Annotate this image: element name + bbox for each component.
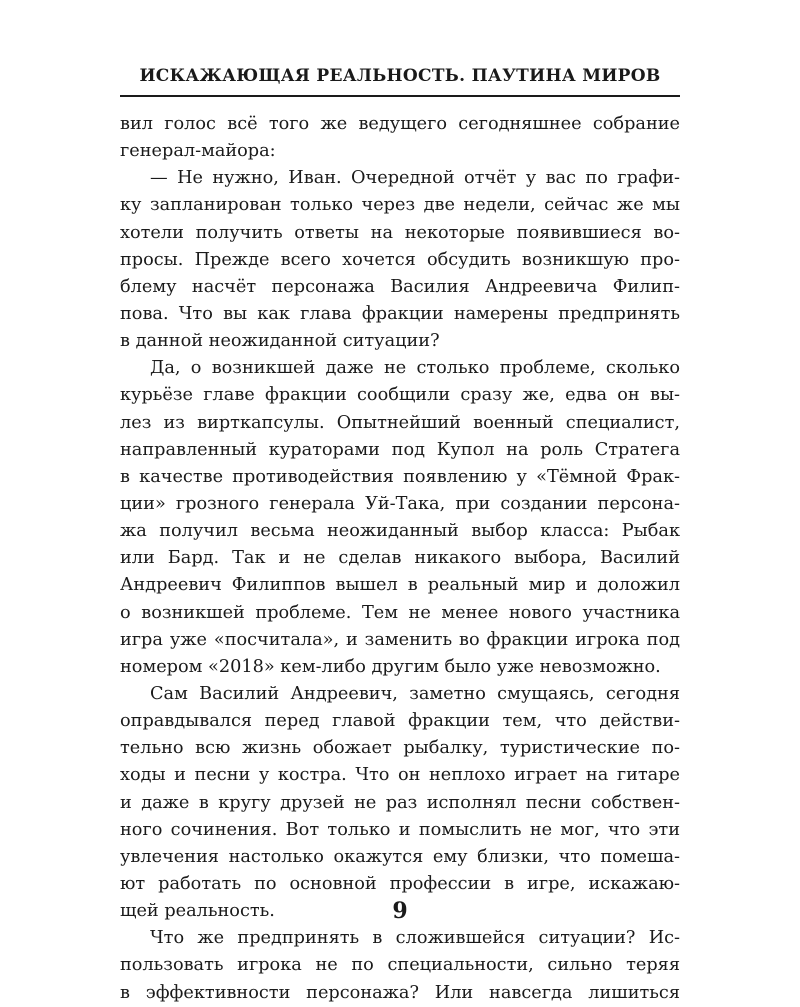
text-line: вил голос всё того же ведущего сегодняшнее собрание	[120, 114, 680, 134]
text-line: ного сочинения. Вот только и помыслить не мог, что эти	[120, 819, 680, 840]
text-line: курьёзе главе фракции сообщили сразу же, едва он вы-	[120, 385, 680, 406]
text-line: лез из вирткапсулы. Опытнейший военный специалист,	[120, 412, 680, 433]
text-line: пова. Что вы как глава фракции намерены предпринять	[120, 303, 680, 324]
text-line: тельно всю жизнь обожает рыбалку, туристические по-	[120, 738, 680, 759]
text-line: ют работать по основной профессии в игре, искажаю-	[120, 873, 680, 894]
text-line: в эффективности персонажа? Или навсегда лишиться	[120, 982, 680, 1003]
text-line: Да, о возникшей даже не столько проблеме, сколько	[150, 358, 680, 379]
text-line: ку запланирован только через две недели, сейчас же мы	[120, 195, 680, 216]
text-line: игра уже «посчитала», и заменить во фракции игрока под	[120, 629, 680, 650]
text-line: щей реальность.	[120, 901, 275, 922]
text-line: — Не нужно, Иван. Очередной отчёт у вас по графи-	[150, 168, 680, 189]
text-line: ции» грозного генерала Уй-Така, при создании персона-	[120, 493, 680, 514]
text-line: пользовать игрока не по специальности, сильно теряя	[120, 955, 680, 976]
text-line: или Бард. Так и не сделав никакого выбора, Василий	[120, 548, 680, 569]
text-line: в данной неожиданной ситуации?	[120, 331, 440, 352]
text-line: блему насчёт персонажа Василия Андреевича Филип-	[120, 276, 680, 297]
page-number: 9	[392, 898, 408, 924]
text-line: Что же предпринять в сложившейся ситуации? Ис-	[150, 928, 680, 949]
header-rule	[120, 95, 680, 97]
text-line: направленный кураторами под Купол на роль Стратега	[120, 439, 680, 460]
text-line: ходы и песни у костра. Что он неплохо играет на гитаре	[120, 765, 680, 786]
text-line: хотели получить ответы на некоторые появившиеся во-	[120, 222, 680, 243]
text-line: оправдывался перед главой фракции тем, что действи-	[120, 711, 680, 732]
text-line: просы. Прежде всего хочется обсудить возникшую про-	[120, 249, 680, 270]
text-line: генерал-майора:	[120, 141, 276, 162]
running-head-title: ИСКАЖАЮЩАЯ РЕАЛЬНОСТЬ. ПАУТИНА МИРОВ	[139, 66, 661, 86]
text-line: жа получил весьма неожиданный выбор класса: Рыбак	[120, 521, 680, 542]
text-line: в качестве противодействия появлению у «Тёмной Фрак-	[120, 466, 680, 487]
text-line: увлечения настолько окажутся ему близки, что помеша-	[120, 846, 680, 867]
body-text	[120, 111, 680, 1007]
text-line: Андреевич Филиппов вышел в реальный мир и доложил	[120, 575, 680, 596]
text-line: о возникшей проблеме. Тем не менее нового участника	[120, 602, 680, 623]
text-line: Сам Василий Андреевич, заметно смущаясь, сегодня	[150, 683, 680, 704]
text-line: и даже в кругу друзей не раз исполнял песни собствен-	[120, 792, 680, 813]
text-line: номером «2018» кем-либо другим было уже невозможно.	[120, 656, 661, 677]
